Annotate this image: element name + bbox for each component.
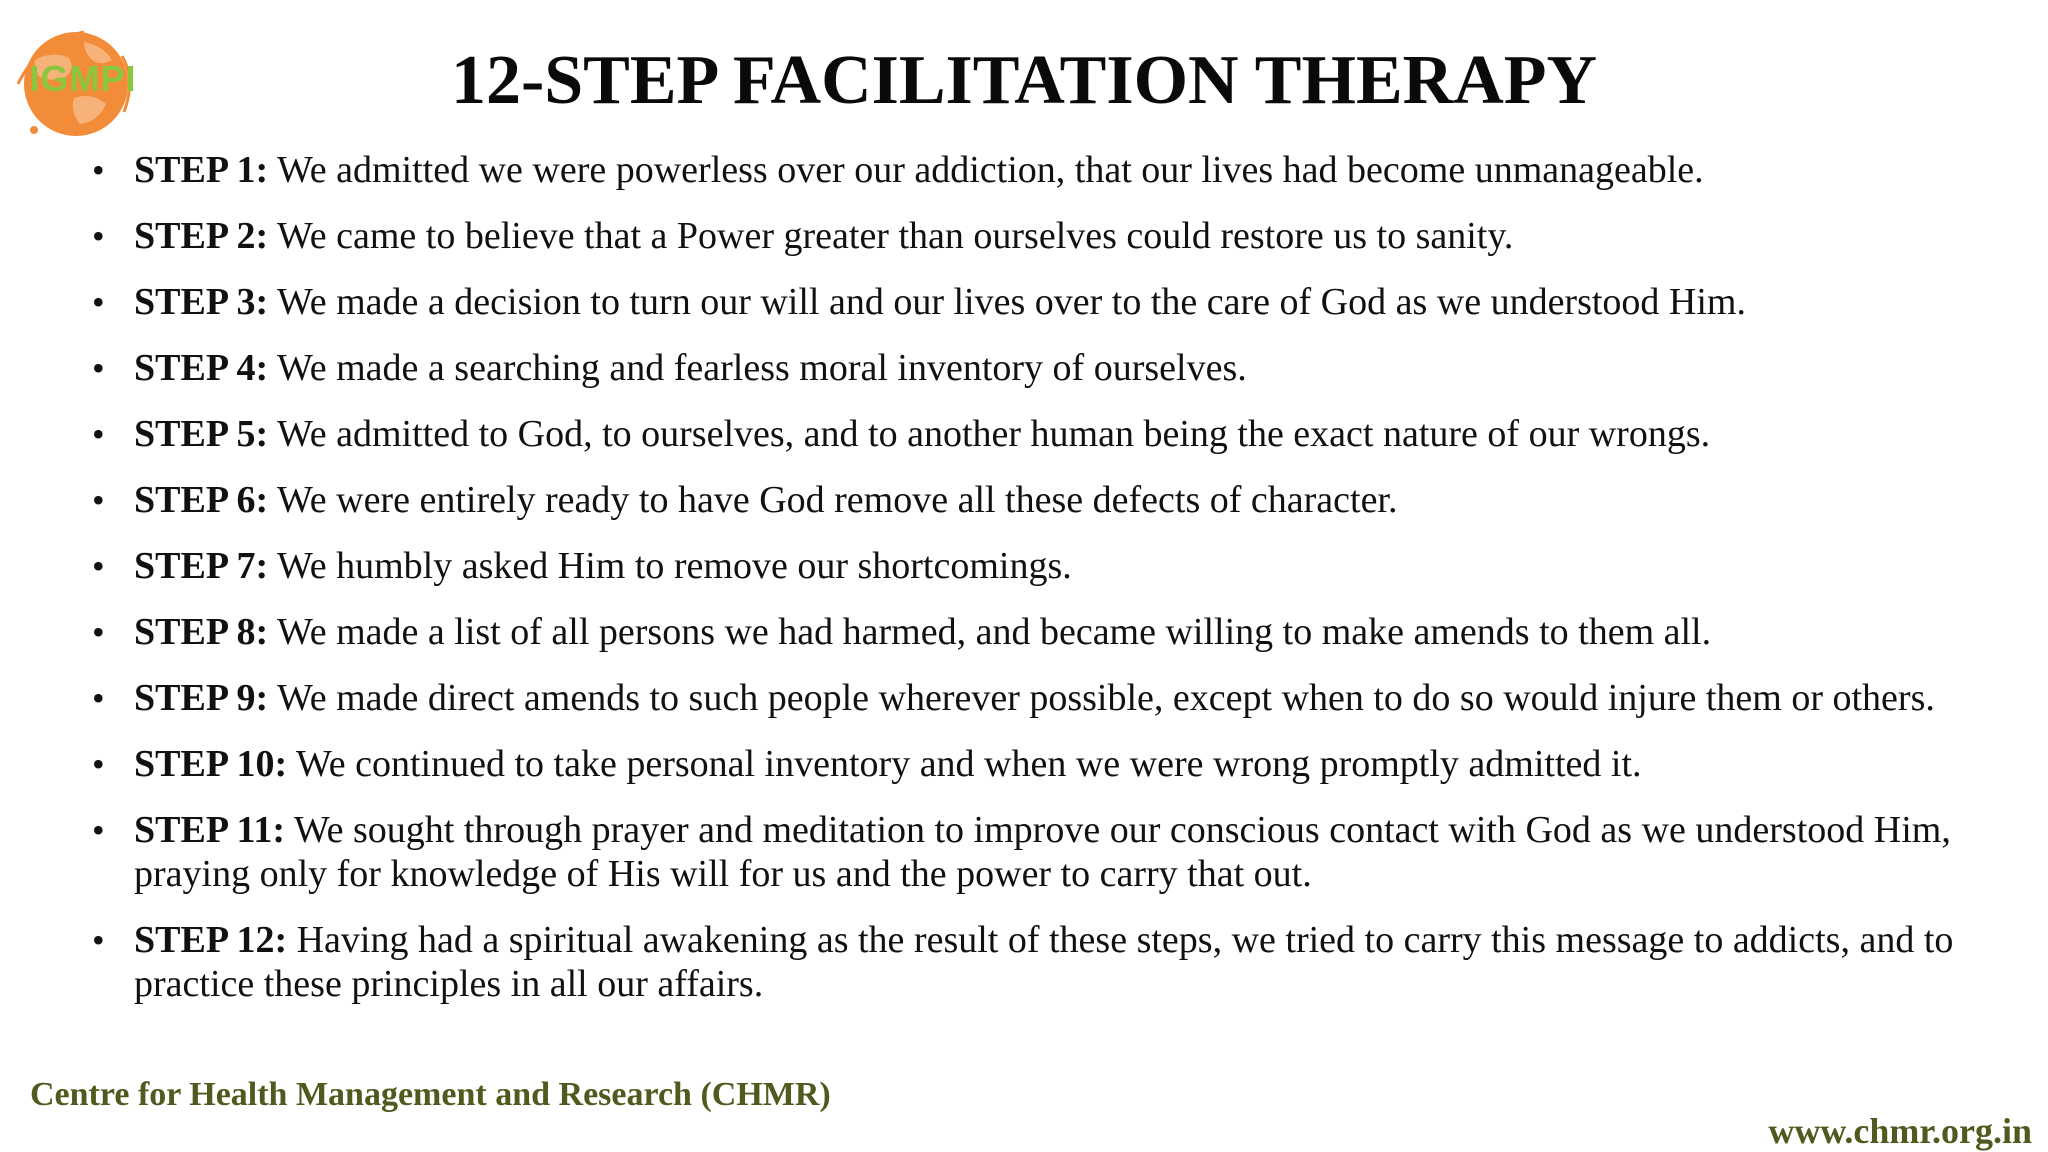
step-label: STEP 6: xyxy=(134,479,269,521)
step-label: STEP 10: xyxy=(134,743,288,785)
bullet-icon: • xyxy=(92,348,105,388)
bullet-icon: • xyxy=(92,480,105,520)
step-text: Having had a spiritual awakening as the result of these steps, we tried to carry this message to addicts, and to practice these principles in all our affairs. xyxy=(134,919,1954,1005)
bullet-icon: • xyxy=(92,920,105,960)
step-label: STEP 9: xyxy=(134,677,269,719)
step-label: STEP 2: xyxy=(134,215,269,257)
footer-website: www.chmr.org.in xyxy=(1768,1111,2032,1151)
list-item xyxy=(92,918,1972,1006)
list-item xyxy=(92,280,1972,324)
step-text: We made a searching and fearless moral inventory of ourselves. xyxy=(276,347,1247,389)
step-text: We sought through prayer and meditation to improve our conscious contact with God as we understood Him, praying only for knowledge of His will for us and the power to carry that out. xyxy=(134,809,1951,895)
bullet-icon: • xyxy=(92,150,105,190)
step-text: We made a decision to turn our will and our lives over to the care of God as we understood Him. xyxy=(276,281,1746,323)
list-item xyxy=(92,214,1972,258)
logo-text: IGMPI xyxy=(29,58,137,99)
bullet-icon: • xyxy=(92,678,105,718)
step-text: We humbly asked Him to remove our shortcomings. xyxy=(276,545,1072,587)
list-item xyxy=(92,610,1972,654)
bullet-icon: • xyxy=(92,282,105,322)
list-item xyxy=(92,742,1972,786)
step-label: STEP 1: xyxy=(134,149,269,191)
list-item xyxy=(92,148,1972,192)
bullet-icon: • xyxy=(92,612,105,652)
slide-title: 12-STEP FACILITATION THERAPY xyxy=(450,42,1598,119)
step-label: STEP 4: xyxy=(134,347,269,389)
step-text: We were entirely ready to have God remove all these defects of character. xyxy=(276,479,1398,521)
bullet-icon: • xyxy=(92,546,105,586)
steps-list xyxy=(92,148,1972,1028)
step-text: We admitted to God, to ourselves, and to another human being the exact nature of our wrongs. xyxy=(276,413,1711,455)
step-label: STEP 12: xyxy=(134,919,288,961)
bullet-icon: • xyxy=(92,810,105,850)
step-text: We came to believe that a Power greater than ourselves could restore us to sanity. xyxy=(276,215,1514,257)
step-text: We made direct amends to such people wherever possible, except when to do so would injure them or others. xyxy=(276,677,1935,719)
bullet-icon: • xyxy=(92,414,105,454)
bullet-icon: • xyxy=(92,744,105,784)
bullet-icon: • xyxy=(92,216,105,256)
list-item xyxy=(92,412,1972,456)
step-text: We continued to take personal inventory and when we were wrong promptly admitted it. xyxy=(295,743,1642,785)
step-label: STEP 8: xyxy=(134,611,269,653)
step-text: We made a list of all persons we had harmed, and became willing to make amends to them all. xyxy=(276,611,1712,653)
step-label: STEP 11: xyxy=(134,809,285,851)
step-label: STEP 7: xyxy=(134,545,269,587)
list-item xyxy=(92,808,1972,896)
list-item xyxy=(92,544,1972,588)
list-item xyxy=(92,478,1972,522)
step-label: STEP 5: xyxy=(134,413,269,455)
list-item xyxy=(92,346,1972,390)
footer-organization: Centre for Health Management and Research (CHMR) xyxy=(30,1076,831,1113)
step-label: STEP 3: xyxy=(134,281,269,323)
step-text: We admitted we were powerless over our addiction, that our lives had become unmanageable. xyxy=(276,149,1704,191)
list-item xyxy=(92,676,1972,720)
